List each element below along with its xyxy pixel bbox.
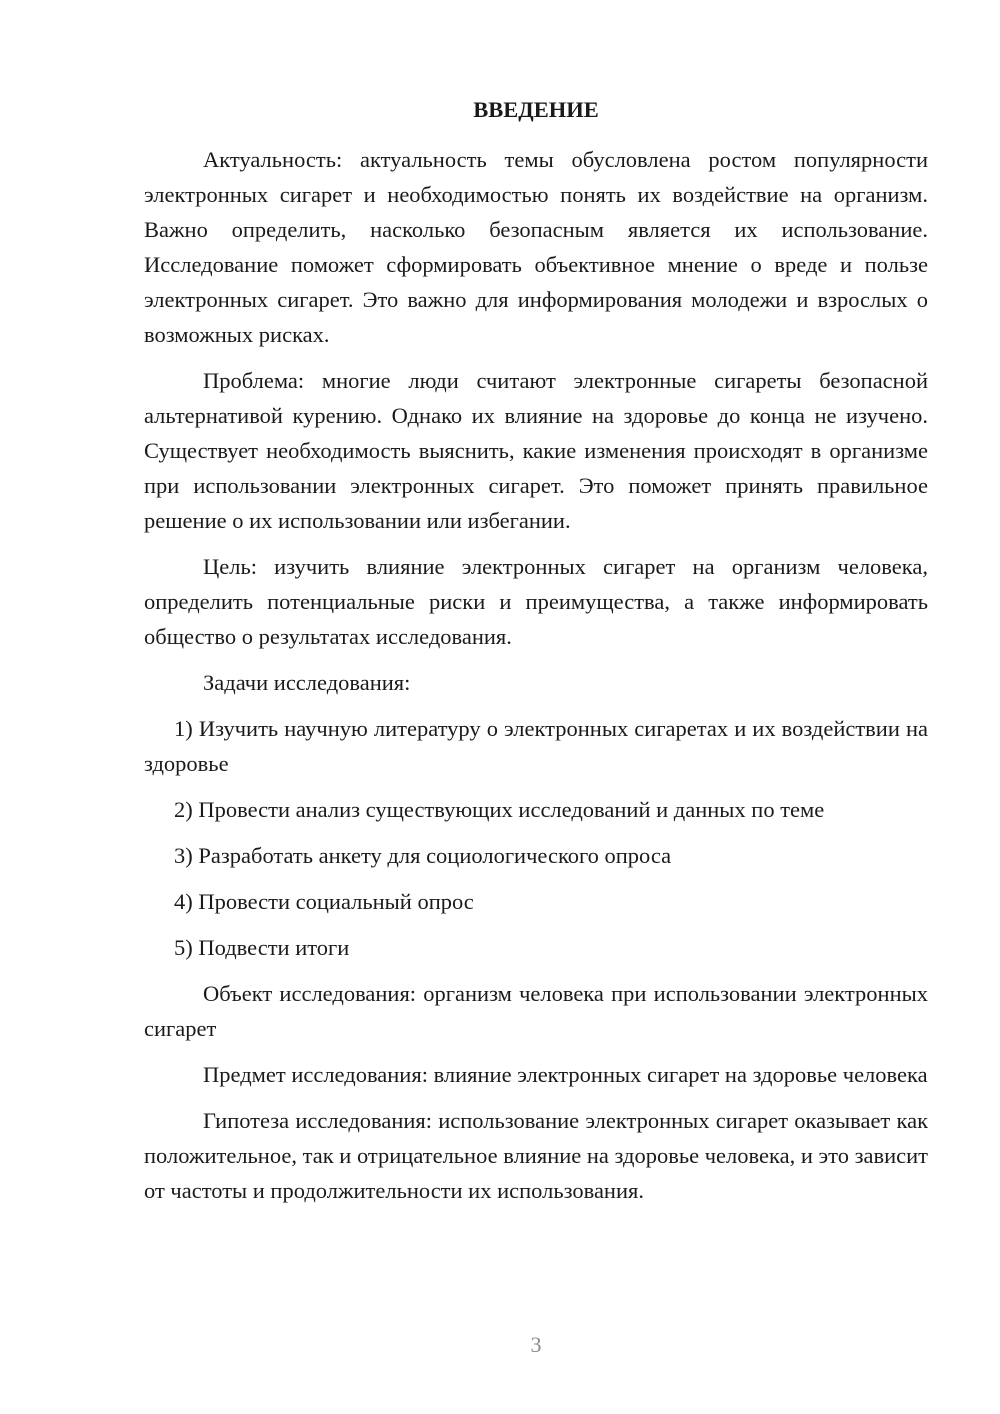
paragraph-subject: Предмет исследования: влияние электронных сигарет на здоровье человека: [203, 1062, 928, 1087]
paragraph-goal: Цель: изучить влияние электронных сигарет на организм человека, определить потенциальные риски и преимущества, а также информировать общество о результатах исследования.: [144, 554, 928, 649]
tasks-heading: Задачи исследования:: [203, 670, 411, 695]
paragraph-problem: Проблема: многие люди считают электронные сигареты безопасной альтернативой курению. Однако их влияние на здоровье до конца не изучено. Существует необходимость выяснить, какие изменения происходят в организме при использовании электронных сигарет. Это поможет принять правильное решение о их использовании или избегании.: [144, 368, 928, 533]
task-item: 1) Изучить научную литературу о электронных сигаретах и их воздействии на здоровье: [144, 716, 928, 776]
task-item: 3) Разработать анкету для социологического опроса: [174, 843, 672, 868]
page-title: ВВЕДЕНИЕ: [473, 97, 599, 122]
task-item: 2) Провести анализ существующих исследований и данных по теме: [174, 797, 825, 822]
task-item: 5) Подвести итоги: [174, 935, 350, 960]
paragraph-hypothesis: Гипотеза исследования: использование электронных сигарет оказывает как положительное, так и отрицательное влияние на здоровье человека, и это зависит от частоты и продолжительности их использования.: [144, 1108, 928, 1203]
page-number: 3: [530, 1332, 542, 1357]
paragraph-relevance: Актуальность: актуальность темы обусловлена ростом популярности электронных сигарет и необходимостью понять их воздействие на организм. Важно определить, насколько безопасным является их использование. Исследование поможет сформировать объективное мнение о вреде и пользе электронных сигарет. Это важно для информирования молодежи и взрослых о возможных рисках.: [144, 147, 928, 347]
paragraph-object: Объект исследования: организм человека при использовании электронных сигарет: [144, 981, 928, 1041]
task-item: 4) Провести социальный опрос: [174, 889, 474, 914]
document-page: [144, 92, 928, 1219]
